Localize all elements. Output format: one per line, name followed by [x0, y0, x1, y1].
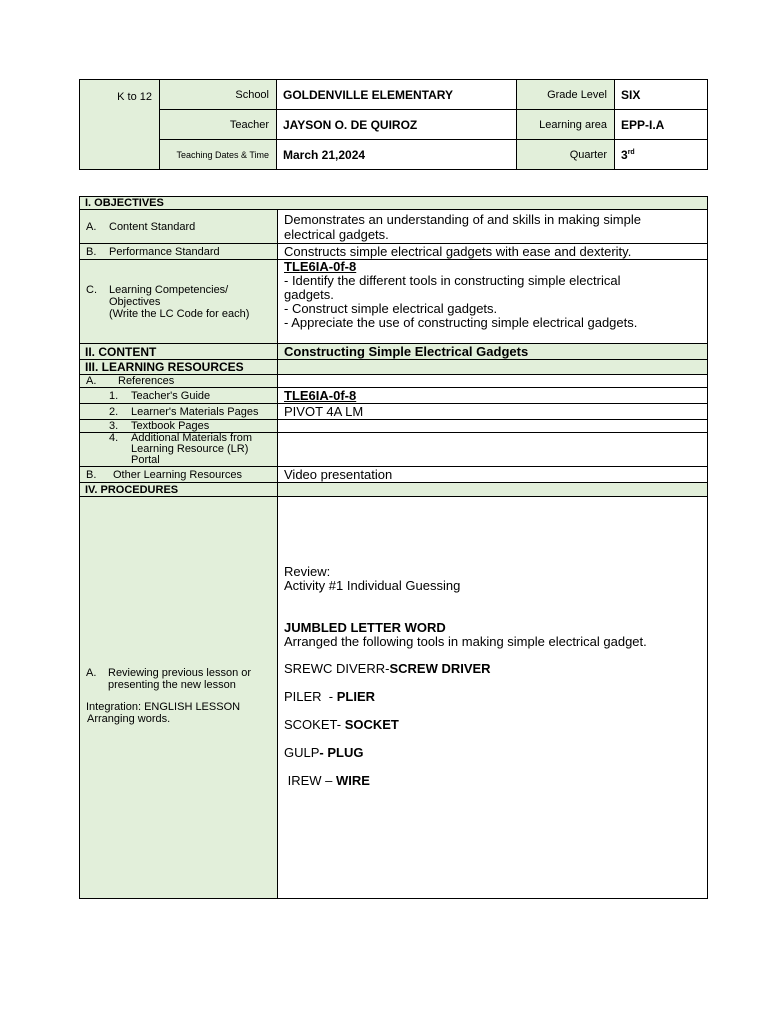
content-value: Constructing Simple Electrical Gadgets	[278, 344, 708, 360]
jumbled-5: IREW –	[284, 773, 337, 788]
performance-standard-cell	[80, 244, 278, 260]
procedures-label-cell	[80, 497, 278, 899]
additional-materials-num: 4.	[109, 432, 119, 444]
activity-label: Activity #1 Individual Guessing	[284, 578, 461, 593]
additional-materials-value	[278, 433, 708, 467]
objectives-heading: I. OBJECTIVES	[80, 197, 708, 210]
textbook-pages-cell	[80, 420, 278, 433]
review-label: Review:	[284, 564, 331, 579]
learning-resources-blank	[278, 360, 708, 375]
reviewing-label-2: presenting the new lesson	[108, 679, 236, 691]
quarter-value	[615, 140, 708, 170]
teaching-dates-value: March 21,2024	[277, 140, 517, 170]
jumbled-1: SREWC DIVERR-	[284, 661, 390, 676]
teacher-value: JAYSON O. DE QUIROZ	[277, 110, 517, 140]
other-resources-label: Other Learning Resources	[113, 468, 243, 481]
teachers-guide-label: Teacher's Guide	[131, 389, 211, 402]
performance-standard-marker: B.	[86, 245, 97, 258]
jumbled-word-1	[284, 662, 647, 676]
jumbled-3: SCOKET-	[284, 717, 345, 732]
jumbled-word-4	[284, 746, 647, 760]
procedures-heading: IV. PROCEDURES	[80, 483, 278, 497]
lc-line-4: - Appreciate the use of constructing simple electrical gadgets.	[284, 315, 638, 330]
references-value	[278, 375, 708, 388]
references-label: References	[118, 375, 175, 387]
quarter-suffix: rd	[627, 148, 635, 156]
lc-line-3: - Construct simple electrical gadgets.	[284, 301, 498, 316]
learners-materials-cell	[80, 404, 278, 420]
quarter-number: 3	[621, 147, 628, 162]
textbook-pages-num: 3.	[109, 420, 119, 432]
content-standard-line-2: electrical gadgets.	[284, 226, 389, 242]
school-value: GOLDENVILLE ELEMENTARY	[277, 80, 517, 110]
answer-5: WIRE	[336, 773, 370, 788]
other-resources-marker: B.	[86, 468, 97, 481]
grade-level-label: Grade Level	[517, 80, 615, 110]
content-standard-line-1: Demonstrates an understanding of and skills in making simple	[284, 211, 641, 227]
k12-label: K to 12	[80, 80, 160, 170]
lc-code: TLE6IA-0f-8	[284, 259, 357, 274]
learners-materials-label: Learner's Materials Pages	[131, 405, 259, 418]
teachers-guide-cell	[80, 388, 278, 404]
procedures-blank	[278, 483, 708, 497]
jumbled-word-3	[284, 718, 647, 732]
answer-3: SOCKET	[344, 717, 399, 732]
content-standard-label: Content Standard	[109, 220, 196, 233]
content-standard-value	[278, 210, 708, 244]
learning-competencies-value	[278, 260, 708, 344]
teaching-dates-label: Teaching Dates & Time	[160, 140, 277, 170]
answer-2: PLIER	[336, 689, 376, 704]
performance-standard-value: Constructs simple electrical gadgets with ease and dexterity.	[278, 244, 708, 260]
additional-materials-cell	[80, 433, 278, 467]
integration-label: Integration: ENGLISH LESSON	[86, 701, 241, 713]
jumbled-word-2	[284, 690, 647, 704]
lc-line-1: - Identify the different tools in constructing simple electrical	[284, 273, 621, 288]
teacher-label: Teacher	[160, 110, 277, 140]
jumbled-title: JUMBLED LETTER WORD	[284, 620, 446, 635]
learning-resources-heading: III. LEARNING RESOURCES	[80, 360, 278, 375]
learning-competencies-label-1: Learning Competencies/	[109, 283, 229, 296]
learning-competencies-cell	[80, 260, 278, 344]
learning-competencies-marker: C.	[86, 283, 97, 296]
learning-area-label: Learning area	[517, 110, 615, 140]
teachers-guide-num: 1.	[109, 389, 119, 402]
answer-1: SCREW DRIVER	[389, 661, 491, 676]
grade-level-value: SIX	[615, 80, 708, 110]
school-label: School	[160, 80, 277, 110]
content-standard-cell	[80, 210, 278, 244]
learning-area-value: EPP-I.A	[615, 110, 708, 140]
performance-standard-label: Performance Standard	[109, 245, 220, 258]
reviewing-label-1: Reviewing previous lesson or	[108, 667, 252, 679]
content-standard-marker: A.	[86, 220, 97, 233]
references-cell	[80, 375, 278, 388]
answer-4: - PLUG	[319, 745, 364, 760]
jumbled-word-5	[284, 774, 647, 788]
learning-competencies-label-2: Objectives	[109, 295, 161, 308]
jumbled-2: PILER -	[284, 689, 337, 704]
integration-detail: Arranging words.	[87, 713, 171, 725]
learners-materials-num: 2.	[109, 405, 119, 418]
other-resources-cell	[80, 467, 278, 483]
jumbled-4: GULP	[284, 745, 320, 760]
additional-materials-label-1: Additional Materials from	[131, 432, 253, 444]
reviewing-marker: A.	[86, 667, 97, 679]
lesson-plan-table	[79, 196, 708, 899]
textbook-pages-label: Textbook Pages	[131, 420, 210, 432]
teachers-guide-value: TLE6IA-0f-8	[278, 388, 708, 404]
learners-materials-value: PIVOT 4A LM	[278, 404, 708, 420]
additional-materials-label-3: Portal	[131, 454, 160, 466]
procedures-content-cell	[278, 497, 708, 899]
textbook-pages-value	[278, 420, 708, 433]
lc-line-2: gadgets.	[284, 287, 334, 302]
quarter-label: Quarter	[517, 140, 615, 170]
additional-materials-label-2: Learning Resource (LR)	[131, 443, 249, 455]
learning-competencies-label-3: (Write the LC Code for each)	[109, 307, 250, 320]
jumbled-instruction: Arranged the following tools in making simple electrical gadget.	[284, 634, 647, 649]
other-resources-value: Video presentation	[278, 467, 708, 483]
references-marker: A.	[86, 375, 97, 387]
content-heading: II. CONTENT	[80, 344, 278, 360]
header-table	[79, 79, 708, 170]
